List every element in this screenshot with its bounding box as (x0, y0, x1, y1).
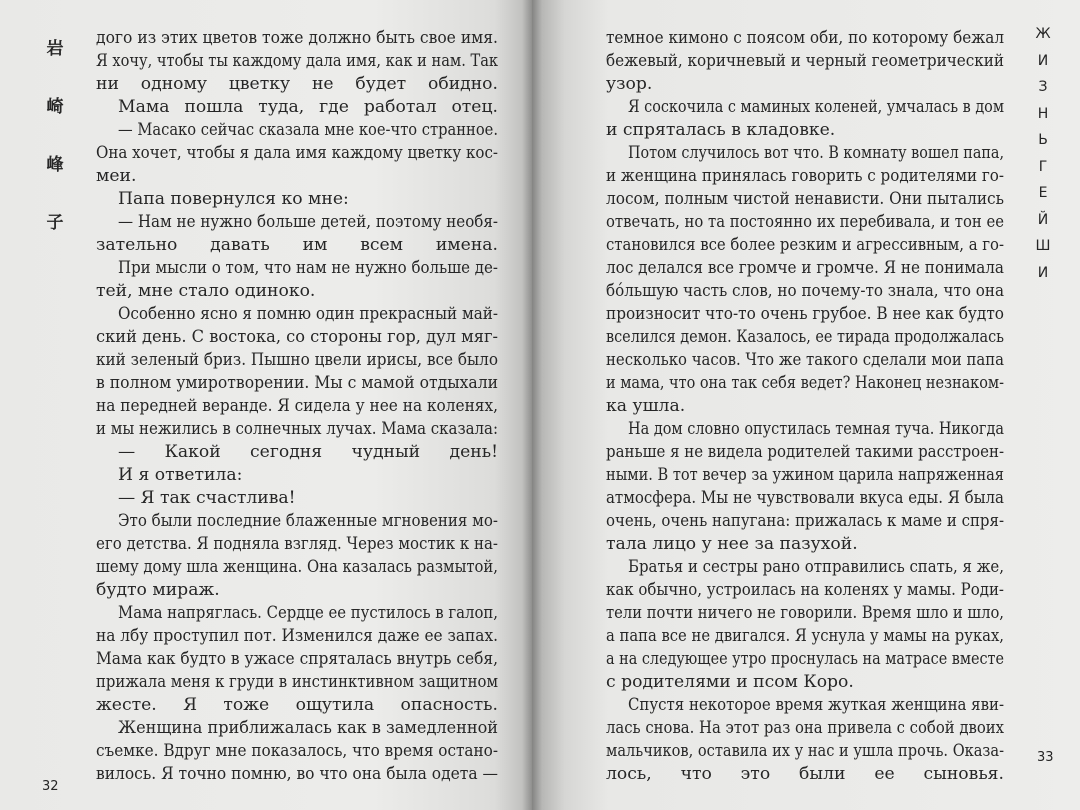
running-title-char: 岩 (46, 39, 64, 59)
text-line: произносит что-то очень грубое. В нее как будто (606, 304, 1004, 324)
text-line: на лбу проступил пот. Изменился даже ее запах. (96, 626, 498, 646)
text-line: с родителями и псом Коро. (606, 672, 854, 692)
text-line: становился все более резким и агрессивным, а го- (606, 235, 1004, 255)
text-line: ни одному цветку не будет обидно. (96, 74, 498, 94)
right-page-number: 33 (1037, 750, 1054, 765)
text-line: темное кимоно с поясом оби, по которому бежал (606, 28, 1004, 48)
text-line: Папа повернулся ко мне: (118, 189, 349, 209)
left-running-title (40, 38, 70, 270)
text-line: кий зеленый бриз. Пышно цвели ирисы, все было (96, 350, 498, 370)
text-line: Мама напряглась. Сердце ее пустилось в галоп, (118, 603, 498, 623)
text-line: съемке. Вдруг мне показалось, что время остано- (96, 741, 498, 761)
text-line: прижала меня к груди в инстинктивном защитном (96, 672, 498, 692)
text-line: — Какой сегодня чудный день! (118, 442, 498, 462)
text-line: дого из этих цветов тоже должно быть свое имя. (96, 28, 498, 48)
running-title-char: 峰 (46, 155, 64, 175)
text-line: Мама как будто в ужасе спряталась внутрь себя, (96, 649, 498, 669)
running-title-char: И (1037, 264, 1049, 281)
text-line: меи. (96, 166, 137, 186)
text-line: Мама пошла туда, где работал отец. (118, 97, 498, 117)
text-line: Это были последние блаженные мгновения мо- (118, 511, 498, 531)
text-line: вселился демон. Казалось, ее тирада продолжалась (606, 327, 1004, 347)
text-line: тала лицо у нее за пазухой. (606, 534, 858, 554)
text-line: Я хочу, чтобы ты каждому дала имя, как и нам. Так (96, 51, 498, 71)
right-running-title (1028, 24, 1058, 289)
text-line: а на следующее утро проснулась на матрасе вместе (606, 649, 1004, 669)
text-line: как обычно, устроилась на коленях у мамы. Роди- (606, 580, 1004, 600)
text-line: а папа все не двигался. Я уснула у мамы на руках, (606, 626, 1004, 646)
text-line: ский день. С востока, со стороны гор, дул мяг- (96, 327, 498, 347)
text-line: жесте. Я тоже ощутила опасность. (96, 695, 498, 715)
text-line: и женщина принялась говорить с родителями го- (606, 166, 1004, 186)
text-line: его детства. Я подняла взгляд. Через мостик к на- (96, 534, 498, 554)
text-line: Женщина приближалась как в замедленной (118, 718, 498, 738)
running-title-char: 子 (46, 213, 64, 233)
text-line: зательно давать им всем имена. (96, 235, 498, 255)
text-line: Она хочет, чтобы я дала имя каждому цветку кос- (96, 143, 498, 163)
text-line: отвечать, но та постоянно их перебивала, и тон ее (606, 212, 1004, 232)
text-line: — Масако сейчас сказала мне кое-что странное. (118, 120, 498, 140)
text-line: При мысли о том, что нам не нужно больше де- (118, 258, 498, 278)
text-line: бежевый, коричневый и черный геометрический (606, 51, 1004, 71)
book-gutter (522, 0, 542, 810)
text-line: На дом словно опустилась темная туча. Никогда (628, 419, 1004, 439)
text-line: в полном умиротворении. Мы с мамой отдыхали (96, 373, 498, 393)
text-line: Особенно ясно я помню один прекрасный май- (118, 304, 498, 324)
right-page (532, 0, 1080, 810)
running-title-char: Ь (1038, 132, 1048, 148)
running-title-char: Й (1037, 211, 1049, 228)
running-title-char: З (1038, 79, 1048, 95)
text-line: вилось. Я точно помню, во что она была одета — (96, 764, 498, 784)
left-page (0, 0, 532, 810)
left-page-text (96, 27, 498, 786)
text-line: шему дому шла женщина. Она казалась размытой, (96, 557, 498, 577)
text-line: атмосфера. Мы не чувствовали вкуса еды. Я была (606, 488, 1004, 508)
text-line: лос делался все громче и громче. Я не понимала (606, 258, 1004, 278)
text-line: И я ответила: (118, 465, 243, 485)
text-line: лась снова. На этот раз она привела с собой двоих (606, 718, 1004, 738)
text-line: тели почти ничего не говорили. Время шло и шло, (606, 603, 1004, 623)
text-line: Я соскочила с маминых коленей, умчалась в дом (628, 97, 1004, 117)
text-line: на передней веранде. Я сидела у нее на коленях, (96, 396, 498, 416)
text-line: раньше я не видела родителей такими расстроен- (606, 442, 1004, 462)
text-line: ными. В тот вечер за ужином царила напряженная (606, 465, 1004, 485)
text-line: Братья и сестры рано отправились спать, я же, (628, 557, 1004, 577)
text-line: лосом, полным чистой ненависти. Они пытались (606, 189, 1004, 209)
text-line: Потом случилось вот что. В комнату вошел папа, (628, 143, 1004, 163)
text-line: ка ушла. (606, 396, 686, 416)
text-line: очень, очень напугана: прижалась к маме и спря- (606, 511, 1004, 531)
text-line: несколько часов. Что же такого сделали мои папа (606, 350, 1004, 370)
text-line: лось, что это были ее сыновья. (606, 764, 1004, 784)
text-line: и мы нежились в солнечных лучах. Мама сказала: (96, 419, 498, 439)
left-page-number: 32 (42, 779, 59, 794)
text-line: и спряталась в кладовке. (606, 120, 836, 140)
text-line: и мама, что она так себя ведет? Наконец незнаком- (606, 373, 1004, 393)
text-line: — Нам не нужно больше детей, поэтому необя- (118, 212, 498, 232)
text-line: — Я так счастлива! (118, 488, 296, 508)
right-page-text (606, 27, 1004, 786)
running-title-char: Ж (1035, 26, 1051, 42)
running-title-char: 崎 (46, 97, 64, 117)
running-title-char: Г (1038, 158, 1048, 175)
text-line: мальчиков, оставила их у нас и ушла прочь. Оказа- (606, 741, 1004, 761)
text-line: будто мираж. (96, 580, 220, 600)
text-line: бóльшую часть слов, но почему-то знала, что она (606, 281, 1004, 301)
running-title-char: Е (1038, 185, 1048, 201)
text-line: Спустя некоторое время жуткая женщина яви- (628, 695, 1004, 715)
text-line: узор. (606, 74, 653, 94)
running-title-char: Н (1037, 105, 1049, 122)
running-title-char: И (1037, 52, 1049, 69)
running-title-char: Ш (1035, 238, 1051, 254)
text-line: тей, мне стало одиноко. (96, 281, 316, 301)
